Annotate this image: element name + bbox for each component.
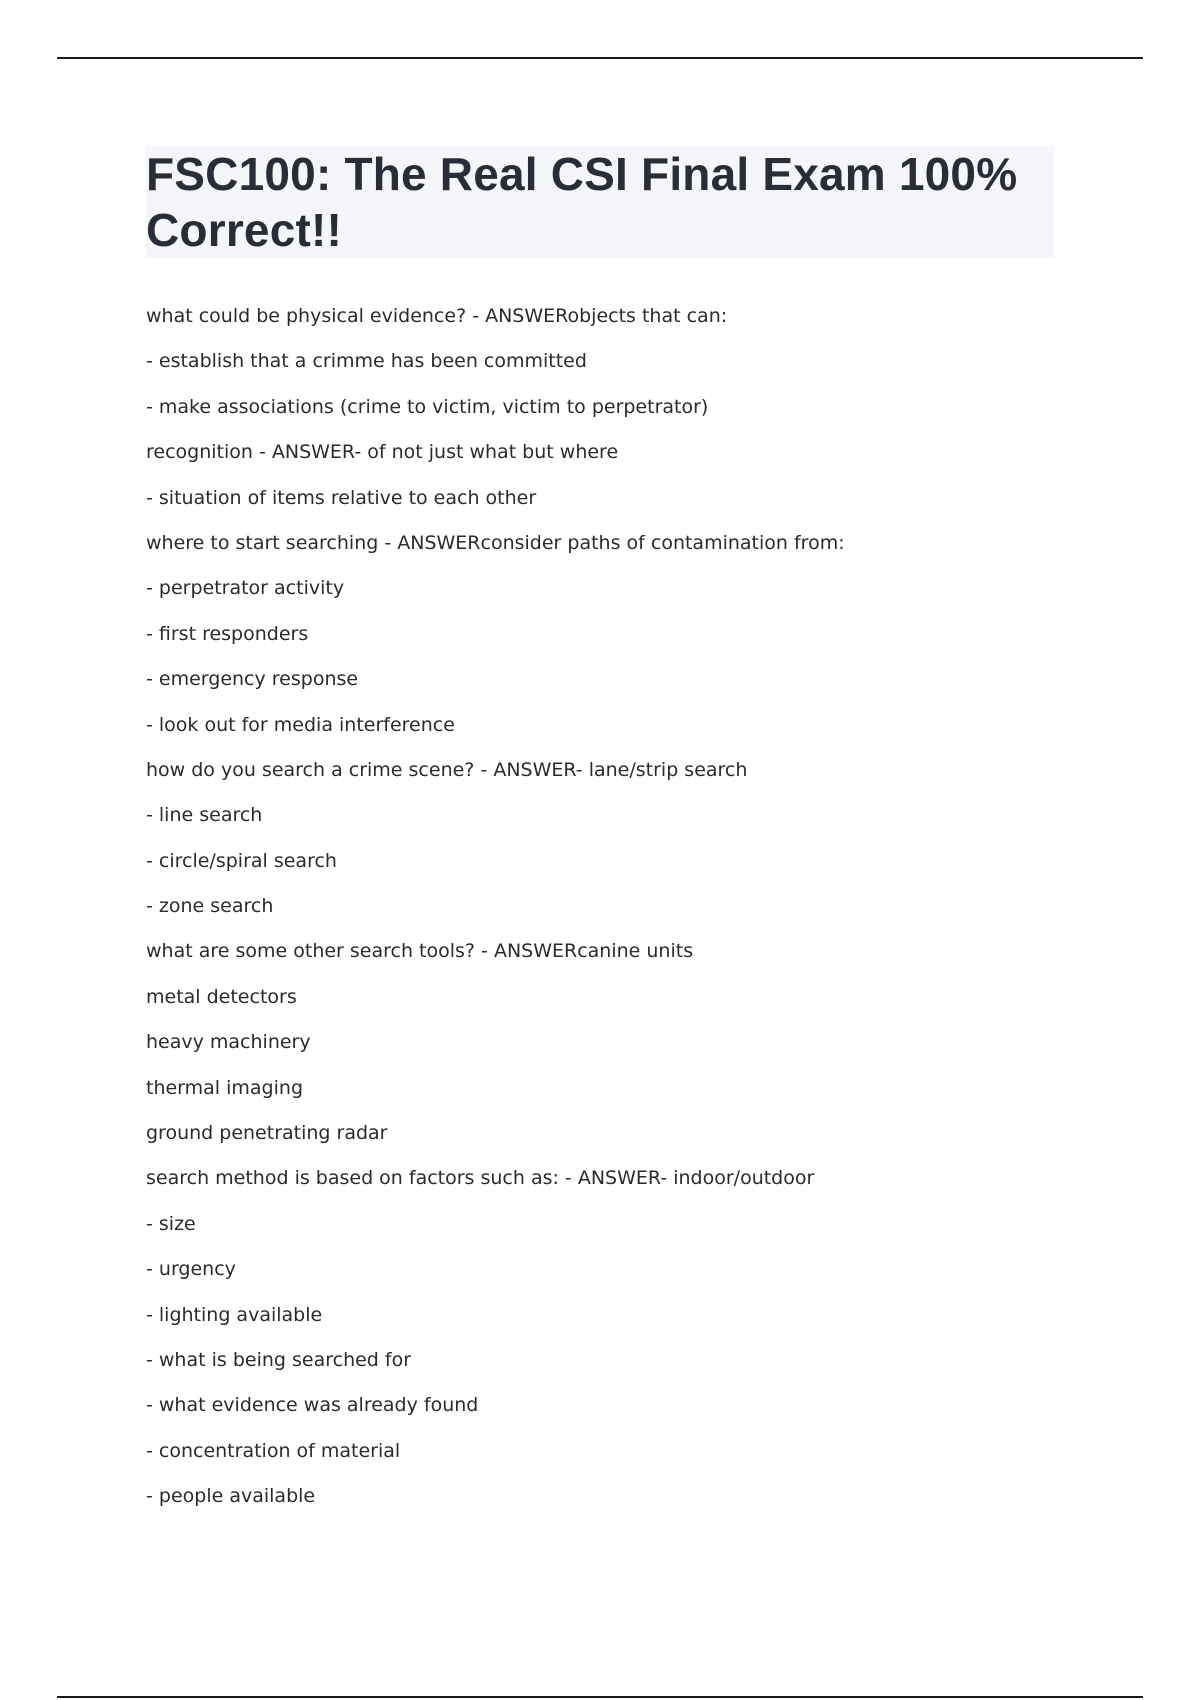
text-line: where to start searching - ANSWERconsider paths of contamination from:: [146, 531, 845, 554]
text-line: - people available: [146, 1485, 316, 1508]
text-line: - first responders: [146, 622, 309, 645]
text-line: - concentration of material: [146, 1439, 401, 1462]
text-line: what could be physical evidence? - ANSWERobjects that can:: [146, 305, 728, 327]
header-rule: [57, 57, 1143, 59]
text-line: - what evidence was already found: [146, 1394, 479, 1417]
text-line: - size: [146, 1212, 196, 1235]
text-line: - zone search: [146, 895, 274, 918]
text-line: metal detectors: [146, 985, 297, 1008]
footer-rule: [57, 1696, 1143, 1698]
text-line: thermal imaging: [146, 1076, 304, 1099]
text-line: how do you search a crime scene? - ANSWER- lane/strip search: [146, 758, 748, 781]
text-line: - emergency response: [146, 668, 359, 691]
text-line: heavy machinery: [146, 1031, 311, 1054]
text-line: - line search: [146, 804, 263, 827]
text-line: search method is based on factors such as: - ANSWER- indoor/outdoor: [146, 1167, 815, 1190]
text-line: - make associations (crime to victim, victim to perpetrator): [146, 395, 709, 418]
text-line: - situation of items relative to each other: [146, 486, 537, 509]
text-line: - lighting available: [146, 1303, 323, 1326]
text-line: - circle/spiral search: [146, 849, 337, 872]
text-line: - urgency: [146, 1258, 236, 1281]
text-line: - perpetrator activity: [146, 577, 345, 600]
text-line: - what is being searched for: [146, 1348, 412, 1371]
title-block: [146, 146, 1054, 258]
document-title: FSC100: The Real CSI Final Exam 100% Correct!!: [146, 148, 1018, 256]
text-line: recognition - ANSWER- of not just what but where: [146, 441, 619, 464]
text-line: - look out for media interference: [146, 713, 455, 736]
text-line: what are some other search tools? - ANSWERcanine units: [146, 940, 694, 963]
text-line: ground penetrating radar: [146, 1122, 388, 1145]
document-body: [146, 298, 1066, 1524]
text-line: - establish that a crimme has been committed: [146, 350, 587, 373]
